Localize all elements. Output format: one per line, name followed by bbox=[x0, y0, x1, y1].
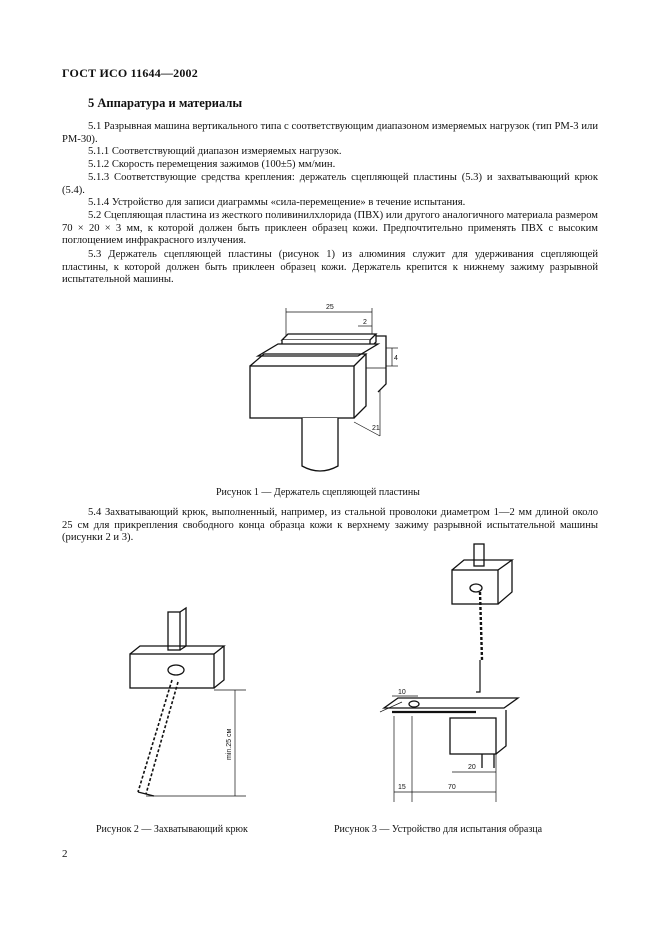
figure-3-drawing bbox=[372, 540, 532, 802]
document-header: ГОСТ ИСО 11644—2002 bbox=[62, 66, 198, 80]
paragraph-5-1-2: 5.1.2 Скорость перемещения зажимов (100±5) мм/мин. bbox=[88, 159, 336, 170]
paragraph-5-3: 5.3 Держатель сцепляющей пластины (рисунок 1) из алюминия служит для удерживания сцепляющей пластины, к которой должен быть приклеен образец кожи. Держатель крепится к нижнему зажиму разрывной испытательной машины. bbox=[62, 249, 598, 286]
fig3-dim-20: 20 bbox=[468, 764, 476, 771]
paragraph-5-1-3: 5.1.3 Соответствующие средства крепления: держатель сцепляющей пластины (5.3) и захватывающий крюк (5.4). bbox=[62, 172, 598, 196]
paragraph-5-1-1: 5.1.1 Соответствующий диапазон измеряемых нагрузок. bbox=[88, 146, 342, 157]
paragraph-5-4: 5.4 Захватывающий крюк, выполненный, например, из стальной проволоки диаметром 1—2 мм длиной около 25 см для прикрепления свободного конца образца кожи к верхнему зажиму разрывной испытательной машины (рисунки 2 и 3). bbox=[62, 507, 598, 544]
section-title: 5 Аппаратура и материалы bbox=[88, 96, 243, 110]
fig1-dim-21: 21 bbox=[372, 425, 380, 432]
fig1-dim-25: 25 bbox=[326, 304, 334, 311]
fig1-dim-4: 4 bbox=[394, 355, 398, 362]
fig3-dim-70: 70 bbox=[448, 784, 456, 791]
figure-1-drawing bbox=[230, 296, 410, 481]
fig3-dim-10: 10 bbox=[398, 689, 406, 696]
figure-1-caption: Рисунок 1 — Держатель сцепляющей пластины bbox=[216, 487, 420, 498]
page-number: 2 bbox=[62, 848, 68, 860]
fig3-dim-15: 15 bbox=[398, 784, 406, 791]
fig2-dim-length: min.25 см bbox=[226, 728, 233, 760]
fig1-dim-2: 2 bbox=[363, 319, 367, 326]
figure-3-caption: Рисунок 3 — Устройство для испытания образца bbox=[334, 824, 543, 835]
figure-2-caption: Рисунок 2 — Захватывающий крюк bbox=[96, 824, 248, 835]
paragraph-5-1-4: 5.1.4 Устройство для записи диаграммы «сила-перемещение» в течение испытания. bbox=[88, 197, 466, 208]
paragraph-5-2: 5.2 Сцепляющая пластина из жесткого поливинилхлорида (ПВХ) или другого аналогичного материала размером 70 × 20 × 3 мм, к которой должен быть приклеен образец кожи. Предпочтительно применять ПВХ с высоким поглощением инфракрасного излучения. bbox=[62, 210, 598, 247]
paragraph-5-1: 5.1 Разрывная машина вертикального типа с соответствующим диапазоном измеряемых нагрузок (тип РМ-3 или РМ-30). bbox=[62, 121, 598, 145]
figure-2-drawing bbox=[120, 610, 255, 810]
